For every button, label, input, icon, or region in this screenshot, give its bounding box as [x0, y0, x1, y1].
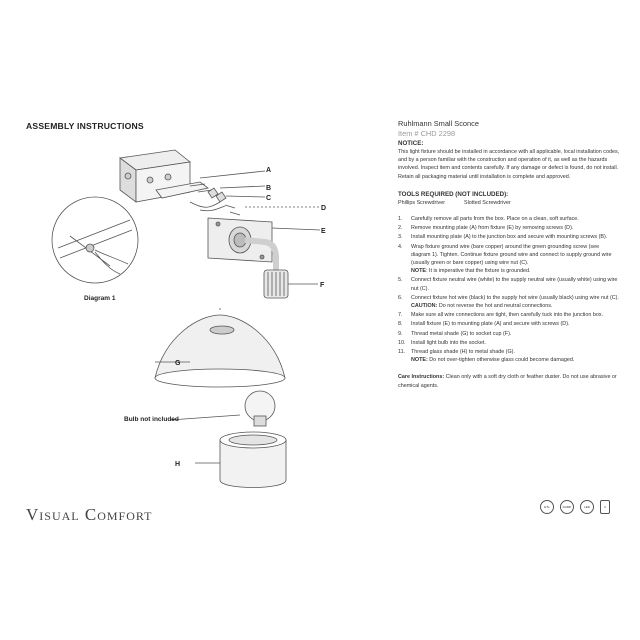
product-name: Ruhlmann Small Sconce	[398, 119, 479, 128]
step-item: 7. Make sure all wire connections are tight, then carefully tuck into the junction box.	[398, 312, 604, 319]
step-item: 6. Connect fixture hot wire (black) to the supply hot wire (usually black) using wire nut (C). CAUTION: Do not reverse the hot and neutral connections.	[398, 294, 619, 310]
label-b: B	[266, 185, 272, 192]
diagram-1-detail	[52, 197, 138, 283]
label-c: C	[266, 195, 272, 202]
led-icon: LED	[580, 500, 594, 514]
bulb-note: Bulb not included	[124, 416, 179, 423]
step-item: 11. Thread glass shade (H) to metal shade (G). NOTE: Do not over-tighten otherwise glass could become damaged.	[398, 349, 575, 364]
screws-d	[225, 205, 320, 215]
care-instructions: Care Instructions: Clean only with a soft dry cloth or feather duster. Do not use abrasive or chemical agents.	[398, 374, 617, 389]
label-f: F	[320, 282, 325, 289]
step-item: 10. Install light bulb into the socket.	[398, 339, 486, 346]
assembly-diagram	[40, 140, 360, 520]
light-bulb	[170, 391, 275, 426]
glass-shade-h	[195, 432, 286, 488]
fixture-e	[208, 218, 320, 270]
damp-icon: DAMP	[560, 500, 574, 514]
label-a: A	[266, 167, 272, 174]
metal-shade-g	[155, 315, 285, 387]
tools-list	[398, 199, 620, 207]
tool-phillips: Phillips Screwdriver	[398, 199, 446, 206]
label-d: D	[321, 205, 327, 212]
brand-logo: Visual Comfort	[26, 505, 153, 524]
socket-cup-f	[264, 270, 318, 298]
label-h: H	[175, 461, 181, 468]
notice-text: This light fixture should be installed in accordance with all applicable, local installation codes, and by a person familiar with the construction and operation of it, as well as the hazards involved. Inspect item and contents carefully. If any damage or defect is found, do not install. Retain all packaging material until installation is complete and approved.	[398, 149, 620, 180]
badge-3-icon: 3	[600, 500, 610, 514]
step-item: 3. Install mounting plate (A) to the junction box and secure with mounting screws (B).	[398, 234, 608, 241]
tool-slotted: Slotted Screwdriver	[464, 199, 511, 206]
steps-list	[398, 215, 620, 364]
item-number: Item # CHD 2298	[398, 129, 456, 138]
step-item: 1. Carefully remove all parts from the box. Place on a clean, soft surface.	[398, 216, 579, 223]
etl-icon: ETL	[540, 500, 554, 514]
label-g: G	[175, 360, 181, 367]
step-item: 2. Remove mounting plate (A) from fixture (E) by removing screws (D).	[398, 225, 574, 232]
instructions-panel	[398, 119, 620, 390]
step-item: 8. Install fixture (E) to mounting plate (A) and secure with screws (D).	[398, 321, 570, 328]
certification-icons	[540, 500, 610, 514]
step-item: 9. Thread metal shade (G) to socket cup (F).	[398, 330, 512, 337]
tools-title: TOOLS REQUIRED (NOT INCLUDED):	[398, 190, 509, 198]
notice-title: NOTICE:	[398, 140, 424, 147]
step-item: 4. Wrap fixture ground wire (bare copper) around the green grounding screw (see diagram 1). Tighten. Continue fixture ground wire and connect to supply ground wire (usually green or bare copper) using wire nut (C). NOTE: It is imperative that the fixture is grounded.	[398, 243, 612, 275]
label-e: E	[321, 228, 326, 235]
page-heading: ASSEMBLY INSTRUCTIONS	[26, 121, 144, 131]
diagram-1-label: Diagram 1	[84, 295, 116, 302]
step-item: 5. Connect fixture neutral wire (white) to the supply neutral wire (usually white) using wire nut (C).	[398, 277, 618, 292]
